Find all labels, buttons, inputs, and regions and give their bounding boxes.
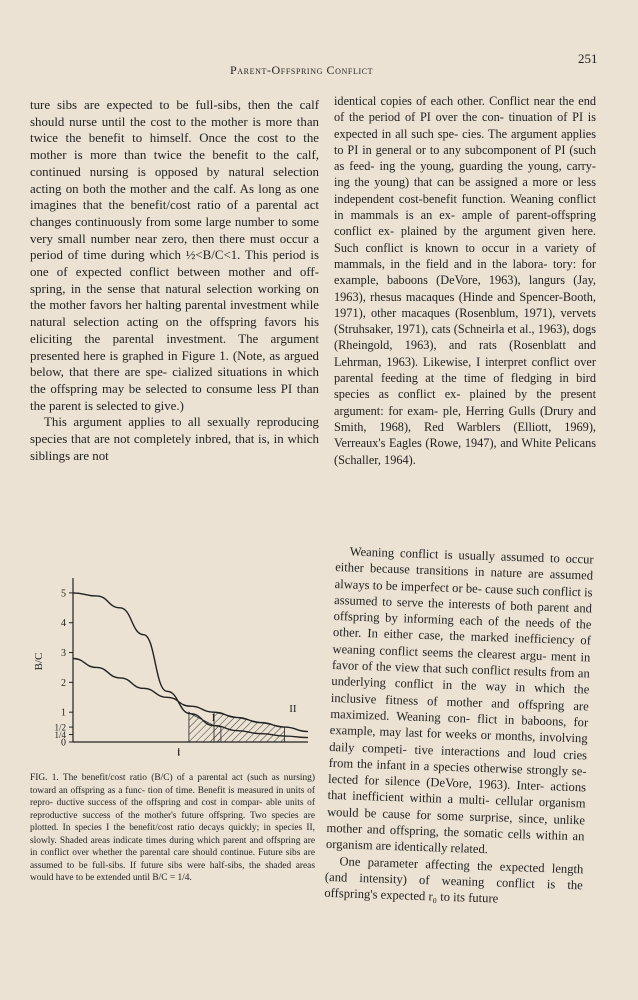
- paragraph: This argument applies to all sexually reproducing species that are not completely inbred, that is, in which siblings are not: [30, 415, 319, 463]
- paragraph: One parameter affecting the expected length (and intensity) of weaning conflict is the offspring's expected r₀ to its future: [324, 853, 584, 906]
- page-number: 251: [578, 51, 598, 66]
- caption-text: FIG. 1. The benefit/cost ratio (B/C) of a parental act (such as nursing) toward an offspring as a func- tion of time. Benefit is measured in units of repro- ductive success of the offspring and cost in compar- able units of reproductive success of the mother's future offspring. Two species are plotted. In species I the benefit/cost ratio decays quickly; in species II, slowly. Shaded areas indicate times during which parent and offspring are in conflict over whether the parental care should continue. Future sibs are assumed to be full-sibs. If future sibs were half-sibs, the shaded areas would have to be extended until B/C = 1/4.: [30, 773, 315, 883]
- figure-1-chart: [28, 570, 318, 760]
- curve-label-I: I: [211, 712, 216, 725]
- running-title: Parent-Offspring Conflict: [230, 63, 374, 77]
- y-tick-label: 3: [61, 648, 66, 660]
- y-tick-label: 0: [61, 737, 66, 749]
- paragraph: Weaning conflict is usually assumed to occur either because transitions in nature are assumed always to be imperfect or be- cause such conflict is assumed to serve the interests of both parent and offspring by informing each of the needs of the other. In either case, the marked inefficiency of weaning conflict seems the clearest argu- ment in favor of the view that such conflict results from an underlying conflict in the way in which the inclusive fitness of mother and offspring are maximized. Weaning con- flict in baboons, for example, may last for weeks or months, involving daily competi- tive interactions and loud cries from the infant in a species otherwise strongly se- lected for silence (DeVore, 1963). Inter- actions that inefficient within a multi- cellular organism would be cause for some surprise, since, unlike mother and offspring, the somatic cells within an organism are identically related.: [325, 544, 594, 857]
- right-column-lower: [324, 543, 594, 910]
- figure-caption: [30, 772, 315, 885]
- y-tick-label: 1/2: [54, 722, 66, 733]
- t-marker-label: t: [177, 747, 181, 757]
- y-tick-label: 5: [61, 588, 66, 600]
- figure-1: [28, 570, 318, 760]
- paragraph: ture sibs are expected to be full-sibs, then the calf should nurse until the cost to the mother is more than twice the benefit to himself. Once the cost to the mother is more than twice the benefit to the calf, continued nursing is opposed by natural selection acting on both the mother and the calf. As long as one imagines that the benefit/cost ratio of a parental act changes continuously from some large number to some very small number near zero, then there must occur a period of time during which ½<B/C<1. This period is one of expected conflict between mother and off- spring, in the sense that natural selection working on the mother favors her halting parental investment while natural selection acting on the offspring favors his eliciting the parental investment. The argument presented here is graphed in Figure 1. (Note, as argued below, that there are spe- cialized situations in which the offspring may be selected to consume less PI than the parent is selected to give.): [30, 98, 319, 413]
- y-tick-label: 1: [61, 707, 66, 719]
- y-axis-label: B/C: [33, 652, 45, 671]
- y-tick-label: 1/4: [54, 730, 66, 741]
- left-column: [30, 97, 319, 464]
- y-tick-label: 4: [61, 618, 66, 630]
- y-tick-label: 2: [61, 677, 66, 689]
- right-column-upper: [334, 93, 596, 468]
- curve-label-II: II: [289, 703, 297, 716]
- paragraph: identical copies of each other. Conflict near the end of the period of PI over the con- tinuation of PI is expected in all such spe- cies. The argument applies to PI in general or to any subcomponent of PI (such as feed- ing the young, guarding the young, carry- ing the young) that can be assigned a more or less independent cost-benefit function. Weaning conflict in mammals is an ex- ample of parent-offspring conflict ex- plained by the argument given here. Such conflict is known to occur in a variety of mammals, in the field and in the labora- tory: for example, baboons (DeVore, 1963), langurs (Jay, 1963), rhesus macaques (Hinde and Spencer-Booth, 1971), other macaques (Rosenblum, 1971), vervets (Struhsaker, 1971), cats (Schneirla et al., 1963), dogs (Rheingold, 1963), and rats (Rosenblatt and Lehrman, 1963). Likewise, I interpret conflict over parental feeding at the time of fledging in bird species as conflict ex- plained by the present argument: for exam- ple, Herring Gulls (Drury and Smith, 1968), Red Warblers (Elliott, 1969), Verreaux's Eagles (Rowe, 1947), and White Pelicans (Schaller, 1964).: [334, 94, 596, 467]
